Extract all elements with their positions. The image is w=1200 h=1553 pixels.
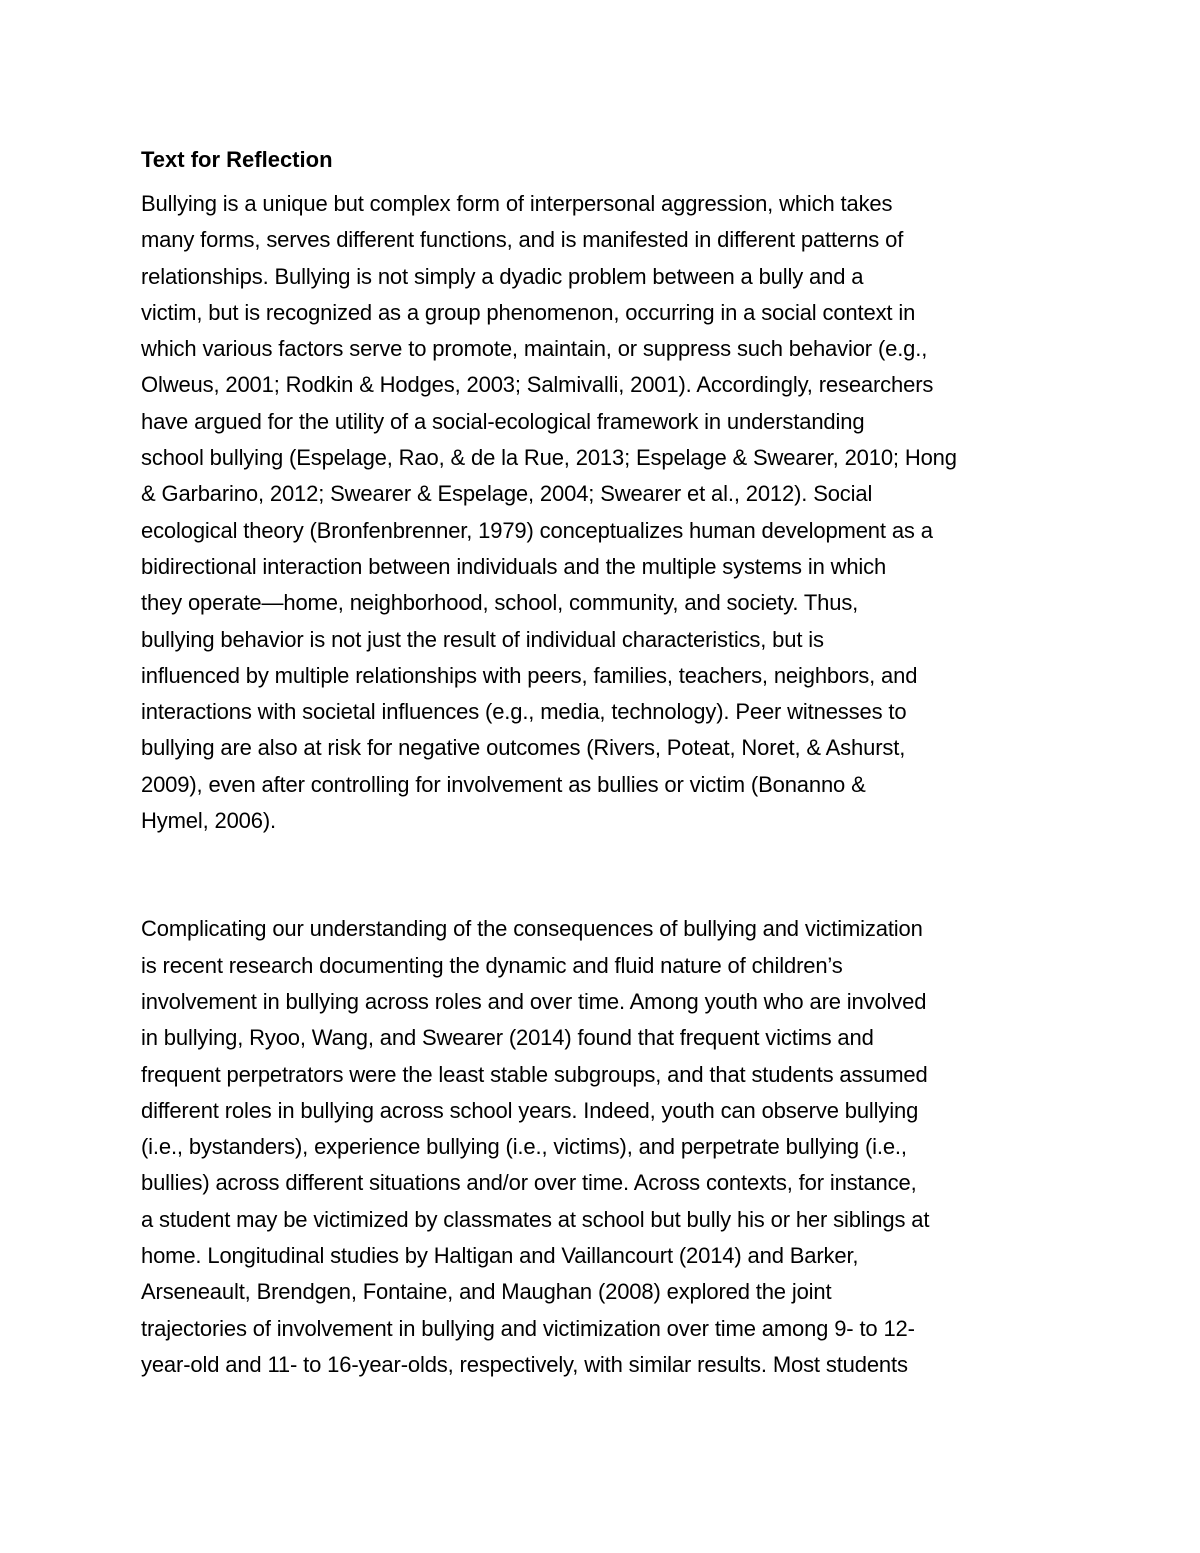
text-line: year-old and 11- to 16-year-olds, respectively, with similar results. Most students [141,1351,908,1377]
text-line: bidirectional interaction between individuals and the multiple systems in which [141,553,887,579]
paragraphs-container [141,186,1061,1383]
text-line: school bullying (Espelage, Rao, & de la Rue, 2013; Espelage & Swearer, 2010; Hong [141,445,957,471]
text-line: Olweus, 2001; Rodkin & Hodges, 2003; Salmivalli, 2001). Accordingly, researchers [141,372,934,398]
text-line: relationships. Bullying is not simply a dyadic problem between a bully and a [141,263,864,289]
text-line: home. Longitudinal studies by Haltigan and Vaillancourt (2014) and Barker, [141,1243,859,1269]
text-line: a student may be victimized by classmates at school but bully his or her siblings at [141,1206,930,1232]
text-line: (i.e., bystanders), experience bullying (i.e., victims), and perpetrate bullying (i.e., [141,1134,907,1160]
text-line: is recent research documenting the dynamic and fluid nature of children’s [141,952,843,978]
text-line: & Garbarino, 2012; Swearer & Espelage, 2004; Swearer et al., 2012). Social [141,481,873,507]
paragraph-2 [141,911,1061,1383]
text-line: victim, but is recognized as a group phenomenon, occurring in a social context in [141,299,916,325]
text-line: involvement in bullying across roles and over time. Among youth who are involved [141,988,927,1014]
text-line: have argued for the utility of a social-ecological framework in understanding [141,408,865,434]
text-line: interactions with societal influences (e.g., media, technology). Peer witnesses to [141,699,907,725]
paragraph-1 [141,186,1061,839]
text-line: different roles in bullying across school years. Indeed, youth can observe bullying [141,1097,919,1123]
text-line: Bullying is a unique but complex form of interpersonal aggression, which takes [141,191,893,216]
text-line: many forms, serves different functions, and is manifested in different patterns of [141,227,904,253]
text-line: which various factors serve to promote, maintain, or suppress such behavior (e.g., [141,336,928,362]
text-line: Complicating our understanding of the consequences of bullying and victimization [141,916,923,942]
text-line: in bullying, Ryoo, Wang, and Swearer (2014) found that frequent victims and [141,1025,874,1051]
text-line: bullying are also at risk for negative outcomes (Rivers, Poteat, Noret, & Ashurst, [141,735,906,761]
document-body [141,142,1061,1383]
text-line: frequent perpetrators were the least stable subgroups, and that students assumed [141,1061,928,1087]
text-line: trajectories of involvement in bullying and victimization over time among 9- to 12- [141,1315,915,1341]
text-line: bullies) across different situations and/or over time. Across contexts, for instance, [141,1170,917,1196]
text-line: bullying behavior is not just the result of individual characteristics, but is [141,626,824,652]
paragraph-gap [141,839,1061,911]
text-line: influenced by multiple relationships with peers, families, teachers, neighbors, and [141,662,918,688]
text-line: ecological theory (Bronfenbrenner, 1979) conceptualizes human development as a [141,517,933,543]
text-line: they operate—home, neighborhood, school, community, and society. Thus, [141,590,859,616]
text-line: 2009), even after controlling for involvement as bullies or victim (Bonanno & [141,771,866,797]
document-title: Text for Reflection [141,147,333,172]
text-line: Arseneault, Brendgen, Fontaine, and Maughan (2008) explored the joint [141,1279,832,1305]
text-line: Hymel, 2006). [141,808,276,834]
